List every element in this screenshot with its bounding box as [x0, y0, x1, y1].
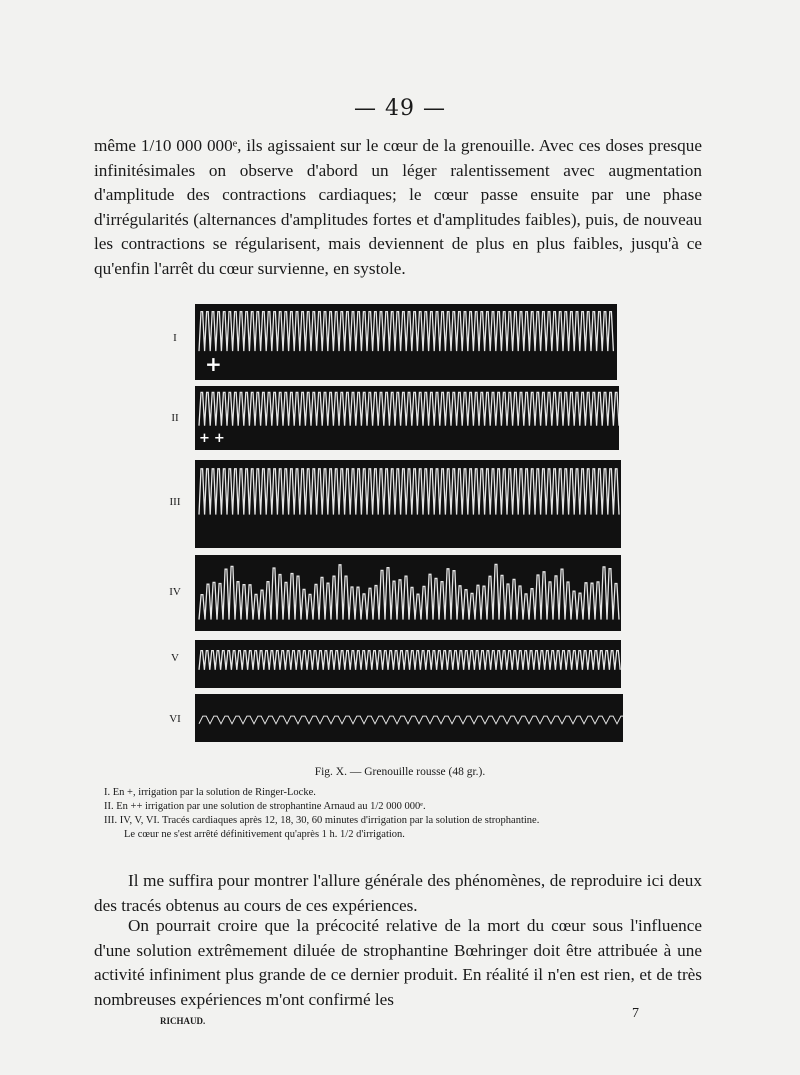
figure-x	[150, 300, 630, 748]
trace-6	[195, 694, 623, 742]
trace-6-line	[199, 716, 623, 724]
figure-legend	[104, 786, 724, 842]
row-label-1: I	[173, 332, 177, 344]
row-label-5: V	[171, 652, 179, 664]
trace-3-line	[199, 469, 619, 515]
footer-author: RICHAUD.	[160, 1016, 206, 1026]
row-label-6: VI	[169, 713, 181, 725]
legend-line-3: III. IV, V, VI. Tracés cardiaques après 12, 18, 30, 60 minutes d'irrigation par la solution de strophantine.	[104, 815, 540, 826]
marker-1: +	[205, 352, 222, 376]
trace-2-line	[199, 392, 619, 425]
row-label-3: III	[169, 496, 181, 508]
marker-2: ++	[199, 431, 229, 446]
trace-strip-2	[195, 386, 619, 450]
trace-5	[195, 640, 621, 688]
trace-5-line	[199, 651, 620, 670]
paragraph-3: On pourrait croire que la précocité relative de la mort du cœur sous l'influence d'une solution extrêmement diluée de strophantine Bœhringer doit être attribuée à une activité infiniment plus grande de ce dernier produit. En réalité il n'en est rien, et de très nombreuses expériences m'ont confirmé les	[94, 916, 702, 1009]
figure-caption: Fig. X. — Grenouille rousse (48 gr.).	[314, 766, 486, 778]
legend-line-2: II. En ++ irrigation par une solution de strophantine Arnaud au 1/2 000 000ᵉ.	[104, 801, 426, 812]
paragraph-2: Il me suffira pour montrer l'allure générale des phénomènes, de reproduire ici deux des tracés obtenus au cours de ces expériences.	[94, 871, 702, 915]
legend-line-1: I. En +, irrigation par la solution de Ringer-Locke.	[104, 787, 316, 798]
legend-line-4: Le cœur ne s'est arrêté définitivement qu'après 1 h. 1/2 d'irrigation.	[124, 829, 405, 840]
row-label-4: IV	[169, 586, 181, 598]
trace-2	[195, 386, 619, 450]
footer-signature: 7	[632, 1006, 639, 1021]
row-label-2: II	[171, 412, 179, 424]
page-number: — 49 —	[354, 96, 446, 121]
trace-strip-3	[195, 460, 621, 548]
trace-4-line	[199, 564, 619, 619]
trace-3	[195, 460, 621, 548]
trace-4	[195, 555, 621, 631]
trace-strip-6	[195, 694, 623, 742]
trace-strip-4	[195, 555, 621, 631]
trace-strip-1	[195, 304, 617, 380]
paragraph-1: même 1/10 000 000ᵉ, ils agissaient sur le cœur de la grenouille. Avec ces doses presque infinitésimales on observe d'abord un léger ralentissement avec augmentation d'amplitude des contractions cardiaques; le cœur passe ensuite par une phase d'irrégularités (alternances d'amplitudes fortes et d'amplitudes faibles), puis, de nouveau les contractions se régularisent, mais deviennent de plus en plus faibles, jusqu'à ce qu'enfin l'arrêt du cœur survienne, en systole.	[94, 136, 702, 278]
trace-strip-5	[195, 640, 621, 688]
trace-1	[195, 304, 617, 380]
trace-1-line	[199, 312, 613, 352]
